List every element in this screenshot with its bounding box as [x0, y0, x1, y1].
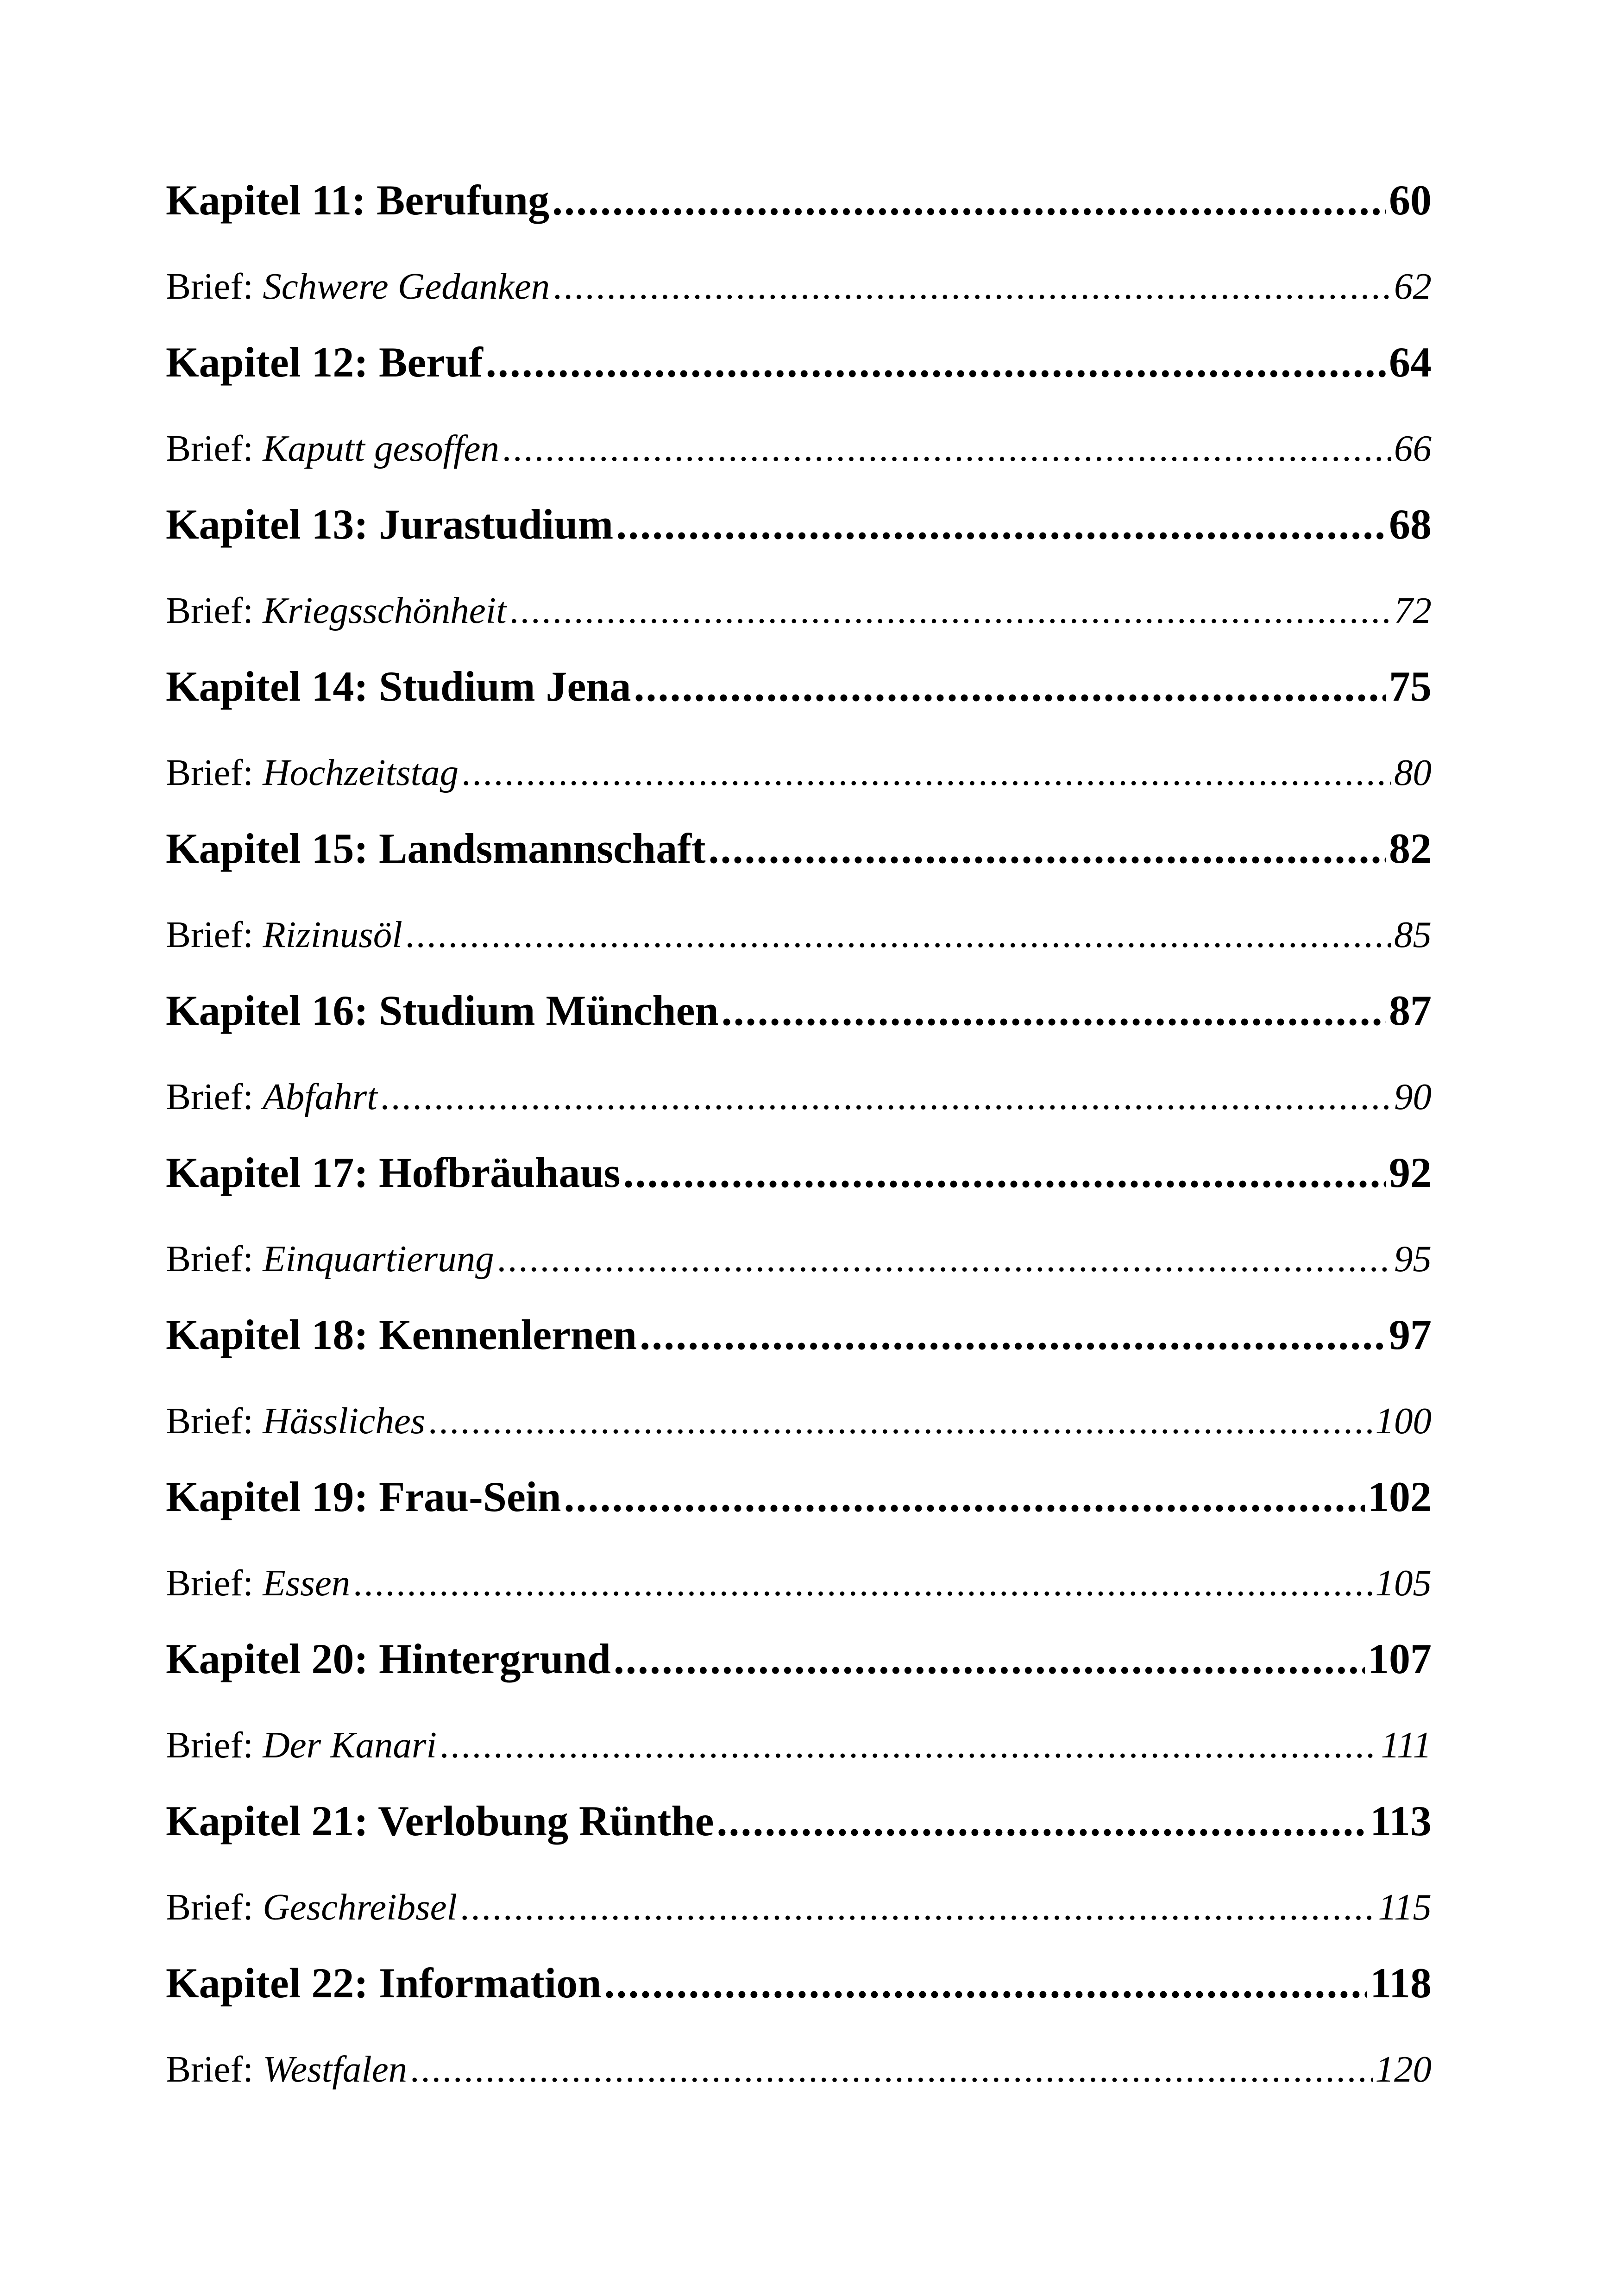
letter-prefix: Brief: [166, 427, 253, 469]
letter-prefix: Brief: [166, 1886, 253, 1928]
letter-page-number: 85 [1394, 914, 1432, 955]
dot-leader [616, 492, 1386, 557]
dot-leader [634, 654, 1386, 719]
dot-leader [461, 747, 1391, 798]
letter-title: Kaputt gesoffen [263, 427, 499, 469]
chapter-page-number: 68 [1389, 501, 1432, 548]
dot-leader [564, 1464, 1365, 1529]
dot-leader [380, 1071, 1391, 1122]
letter-title: Hochzeitstag [263, 752, 459, 793]
toc-letter-entry [166, 585, 1432, 654]
toc-letter-entry [166, 1233, 1432, 1302]
letter-page-number: 100 [1375, 1400, 1432, 1442]
chapter-title: Kapitel 13: Jurastudium [166, 501, 614, 548]
toc-letter-entry [166, 909, 1432, 978]
dot-leader [623, 1140, 1386, 1205]
dot-leader [405, 909, 1391, 960]
chapter-title: Kapitel 19: Frau-Sein [166, 1473, 561, 1520]
dot-leader [552, 168, 1386, 232]
letter-prefix: Brief: [166, 914, 253, 955]
toc-letter-entry [166, 1557, 1432, 1626]
letter-title: Der Kanari [263, 1724, 437, 1766]
dot-leader [604, 1951, 1367, 2015]
chapter-page-number: 107 [1368, 1635, 1432, 1682]
letter-title: Essen [263, 1562, 351, 1604]
chapter-page-number: 102 [1368, 1473, 1432, 1520]
toc-chapter-entry [166, 816, 1432, 909]
letter-page-number: 80 [1394, 752, 1432, 793]
letter-title: Abfahrt [263, 1076, 377, 1117]
letter-prefix: Brief: [166, 265, 253, 307]
toc-chapter-entry [166, 1626, 1432, 1719]
chapter-page-number: 87 [1389, 987, 1432, 1034]
chapter-title: Kapitel 17: Hofbräuhaus [166, 1149, 621, 1196]
toc-letter-entry [166, 1719, 1432, 1788]
letter-title: Westfalen [263, 2048, 408, 2090]
chapter-page-number: 64 [1389, 339, 1432, 386]
toc-letter-entry [166, 2044, 1432, 2113]
dot-leader [509, 585, 1391, 636]
letter-title: Rizinusöl [263, 914, 402, 955]
chapter-title: Kapitel 21: Verlobung Rünthe [166, 1797, 714, 1844]
toc-letter-entry [166, 423, 1432, 492]
toc-letter-entry [166, 261, 1432, 330]
toc-chapter-entry [166, 1951, 1432, 2044]
chapter-page-number: 60 [1389, 176, 1432, 224]
letter-prefix: Brief: [166, 1724, 253, 1766]
chapter-page-number: 92 [1389, 1149, 1432, 1196]
letter-prefix: Brief: [166, 1400, 253, 1442]
letter-prefix: Brief: [166, 752, 253, 793]
toc-chapter-entry [166, 1140, 1432, 1233]
table-of-contents [166, 168, 1432, 2113]
dot-leader [428, 1395, 1372, 1446]
toc-letter-entry [166, 1071, 1432, 1140]
chapter-title: Kapitel 18: Kennenlernen [166, 1311, 637, 1358]
letter-page-number: 120 [1375, 2048, 1432, 2090]
letter-page-number: 95 [1394, 1238, 1432, 1280]
chapter-title: Kapitel 12: Beruf [166, 339, 483, 386]
chapter-title: Kapitel 22: Information [166, 1959, 602, 2007]
letter-prefix: Brief: [166, 2048, 253, 2090]
letter-page-number: 115 [1378, 1886, 1432, 1928]
letter-title: Geschreibsel [263, 1886, 458, 1928]
toc-letter-entry [166, 1882, 1432, 1951]
toc-chapter-entry [166, 1302, 1432, 1395]
letter-prefix: Brief: [166, 590, 253, 631]
chapter-title: Kapitel 11: Berufung [166, 176, 550, 224]
letter-prefix: Brief: [166, 1562, 253, 1604]
chapter-page-number: 113 [1370, 1797, 1432, 1844]
chapter-page-number: 82 [1389, 825, 1432, 872]
toc-chapter-entry [166, 492, 1432, 585]
dot-leader [440, 1719, 1378, 1770]
dot-leader [709, 816, 1387, 881]
chapter-title: Kapitel 20: Hintergrund [166, 1635, 611, 1682]
toc-chapter-entry [166, 978, 1432, 1071]
chapter-page-number: 97 [1389, 1311, 1432, 1358]
dot-leader [722, 978, 1386, 1043]
letter-title: Hässliches [263, 1400, 426, 1442]
letter-page-number: 66 [1394, 427, 1432, 469]
toc-letter-entry [166, 747, 1432, 816]
letter-page-number: 62 [1394, 265, 1432, 307]
toc-chapter-entry [166, 330, 1432, 423]
letter-prefix: Brief: [166, 1076, 253, 1117]
chapter-title: Kapitel 16: Studium München [166, 987, 719, 1034]
letter-prefix: Brief: [166, 1238, 253, 1280]
letter-page-number: 111 [1381, 1724, 1432, 1766]
dot-leader [614, 1626, 1365, 1691]
dot-leader [640, 1302, 1386, 1367]
toc-chapter-entry [166, 168, 1432, 261]
toc-letter-entry [166, 1395, 1432, 1464]
dot-leader [410, 2044, 1372, 2095]
dot-leader [553, 261, 1391, 312]
toc-chapter-entry [166, 1788, 1432, 1882]
chapter-page-number: 75 [1389, 663, 1432, 710]
chapter-title: Kapitel 15: Landsmannschaft [166, 825, 706, 872]
dot-leader [497, 1233, 1391, 1284]
letter-page-number: 72 [1394, 590, 1432, 631]
chapter-page-number: 118 [1370, 1959, 1432, 2007]
letter-title: Kriegsschönheit [263, 590, 507, 631]
letter-title: Schwere Gedanken [263, 265, 550, 307]
toc-chapter-entry [166, 1464, 1432, 1557]
dot-leader [716, 1788, 1367, 1853]
letter-title: Einquartierung [263, 1238, 494, 1280]
letter-page-number: 90 [1394, 1076, 1432, 1117]
chapter-title: Kapitel 14: Studium Jena [166, 663, 631, 710]
letter-page-number: 105 [1375, 1562, 1432, 1604]
dot-leader [486, 330, 1386, 395]
dot-leader [460, 1882, 1375, 1932]
dot-leader [353, 1557, 1372, 1608]
toc-chapter-entry [166, 654, 1432, 747]
dot-leader [502, 423, 1391, 474]
